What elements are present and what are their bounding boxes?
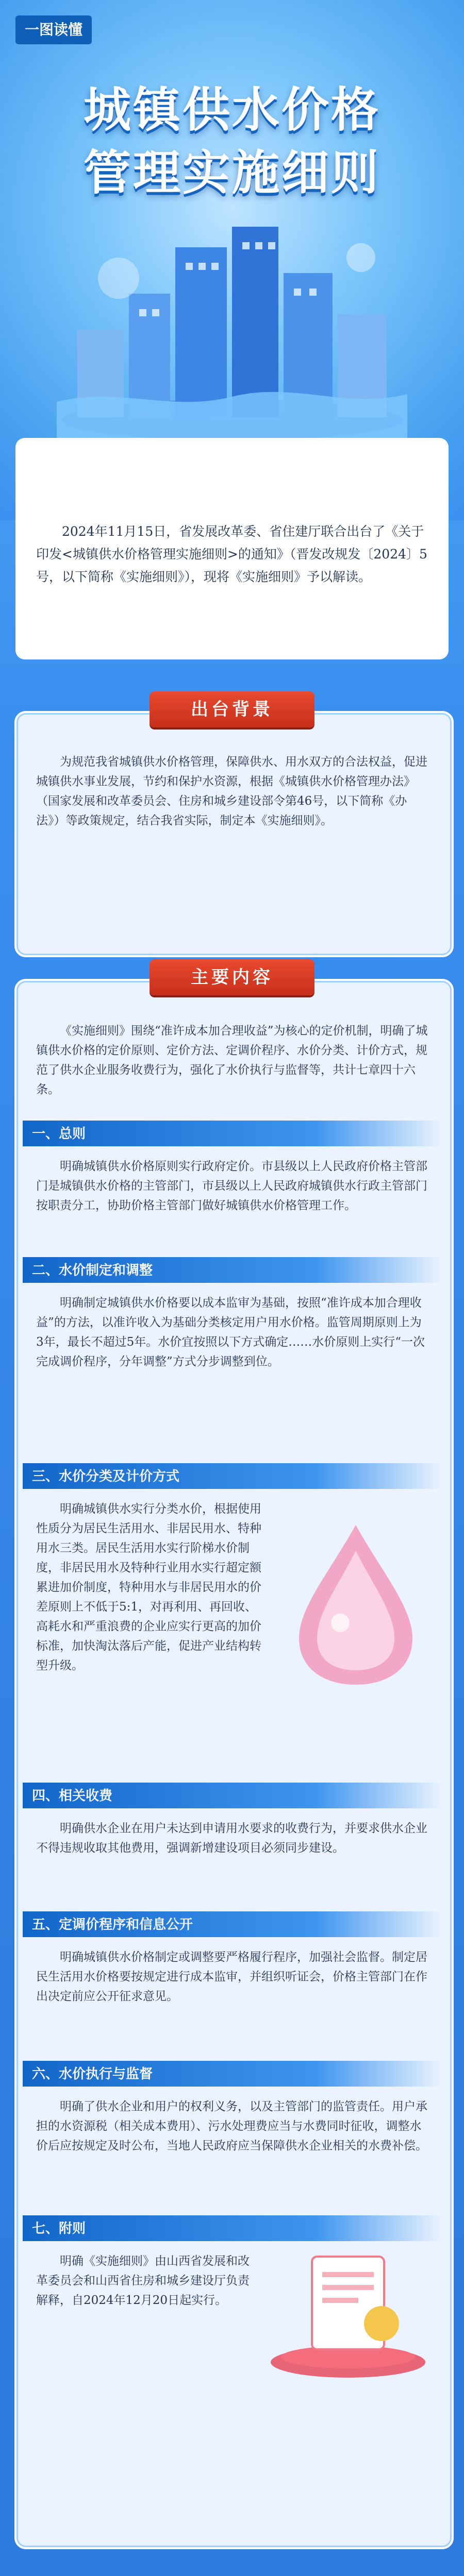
item-text-procedure: 明确城镇供水价格制定或调整要严格履行程序，加强社会监督。制定居民生活用水价格要按规定进行成本监审，并组织听证会，价格主管部门在作出决定前应公开征求意见。 (36, 1951, 427, 2003)
item-text-execution: 明确了供水企业和用户的权利义务，以及主管部门的监管责任。用户承担的水资源税（相关成本费用）、污水处理费应当与水费同时征收，调整水价后应按规定及时公布，当地人民政府应当保障供水企业相关的水费补偿。 (36, 2100, 427, 2153)
section-title-main-content: 主要内容 (150, 959, 314, 995)
item-text-fees: 明确供水企业在用户未达到申请用水要求的收费行为，并要求供水企业不得违规收取其他费用，强调新增建设项目必须同步建设。 (36, 1822, 427, 1855)
item-text-price-setting: 明确制定城镇供水价格要以成本监审为基础，按照“准许成本加合理收益”的方法，以准许收入为基础分类核定用户用水价格。监管周期原则上为3年，最长不超过5年。水价宜按照以下方式确定……水价原则上实行“一次完成调价程序，分年调整”方式分步调整到位。 (36, 1296, 425, 1368)
tag-badge: 一图读懂 (15, 15, 92, 44)
section-title-background: 出台背景 (150, 691, 314, 727)
item-text-classification: 明确城镇供水实行分类水价，根据使用性质分为居民生活用水、非居民用水、特种用水三类。居民生活用水实行阶梯水价制度，非居民用水及特种行业用水实行超定额累进加价制度，特种用水与非居民用水的价差原则上不低于5:1，对再利用、再回收、高耗水和严重浪费的企业应实行更高的加价标准，加快淘汰落后产能，促进产业结构转型升级。 (36, 1502, 261, 1672)
item-heading-supplementary: 七、附则 (23, 2215, 441, 2241)
hero-banner (0, 0, 464, 520)
item-heading-price-setting: 二、水价制定和调整 (23, 1257, 441, 1283)
page-title-line2: 管理实施细则 (83, 147, 380, 199)
intro-text: 2024年11月15日，省发展改革委、省住建厅联合出台了《关于印发<城镇供水价格管理实施细则>的通知》（晋发改规发〔2024〕5号，以下简称《实施细则》），现将《实施细则》予以解读。 (36, 524, 427, 584)
document-stand-illustration (263, 2236, 433, 2380)
section-background (14, 711, 454, 957)
item-heading-execution: 六、水价执行与监督 (23, 2061, 441, 2087)
item-text-supplementary: 明确《实施细则》由山西省发展和改革委员会和山西省住房和城乡建设厅负责解释，自2024年12月20日起实行。 (36, 2255, 250, 2307)
item-heading-fees: 四、相关收费 (23, 1783, 441, 1808)
item-heading-general: 一、总则 (23, 1121, 441, 1146)
main-content-lead: 《实施细则》围绕“准许成本加合理收益”为核心的定价机制，明确了城镇供水价格的定价原则、定价方法、定调价程序、水价分类、计价方式，规范了供水企业服务收费行为，强化了水价执行与监督等，共计七章四十六条。 (36, 1024, 428, 1096)
water-drop-illustration (278, 1520, 433, 1690)
item-heading-classification: 三、水价分类及计价方式 (23, 1463, 441, 1489)
city-illustration (57, 216, 407, 438)
page-title-line1: 城镇供水价格 (83, 84, 380, 137)
item-heading-procedure: 五、定调价程序和信息公开 (23, 1911, 441, 1937)
background-text: 为规范我省城镇供水价格管理，保障供水、用水双方的合法权益，促进城镇供水事业发展，节约和保护水资源，根据《城镇供水价格管理办法》（国家发展和改革委员会、住房和城乡建设部令第46号，以下简称《办法》）等政策规定，结合我省实际，制定本《实施细则》。 (36, 755, 427, 827)
intro-card-top (15, 438, 449, 520)
item-text-general: 明确城镇供水价格原则实行政府定价。市县级以上人民政府价格主管部门是城镇供水价格的主管部门，市县级以上人民政府城镇供水行政主管部门按职责分工，协助价格主管部门做好城镇供水价格管理工作。 (36, 1160, 427, 1212)
